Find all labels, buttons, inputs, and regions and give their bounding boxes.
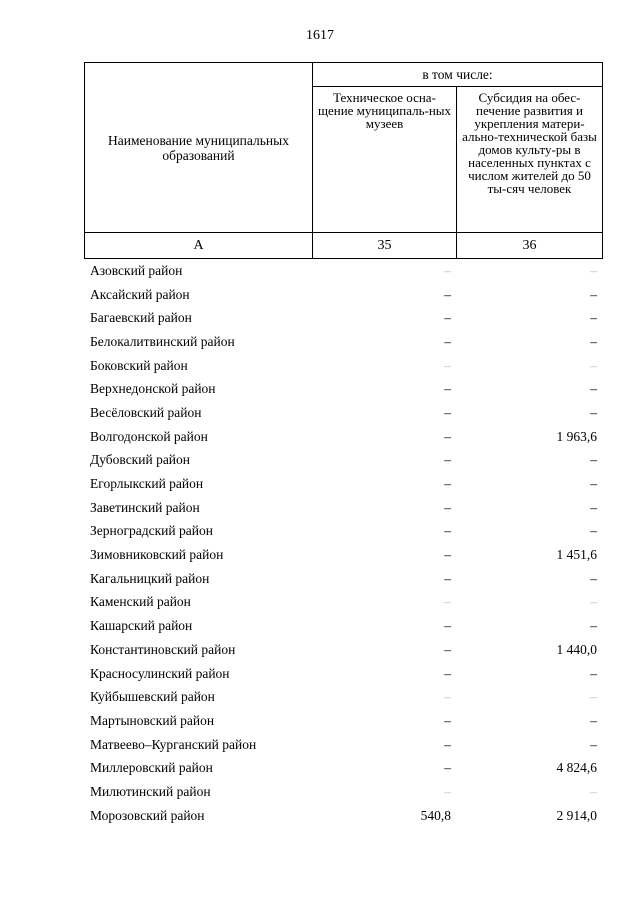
row-name: Зерноградский район bbox=[90, 523, 213, 539]
row-name: Белокалитвинский район bbox=[90, 333, 235, 349]
table-row bbox=[84, 283, 602, 307]
table-row bbox=[84, 733, 602, 757]
table-row bbox=[84, 567, 602, 591]
row-value-35: – bbox=[444, 357, 451, 373]
row-value-36: – bbox=[590, 570, 597, 586]
row-value-36: – bbox=[590, 594, 597, 610]
table-row bbox=[84, 685, 602, 709]
header-index-35: 35 bbox=[313, 233, 457, 259]
row-name: Каменский район bbox=[90, 594, 191, 610]
table-row bbox=[84, 259, 602, 283]
row-name: Боковский район bbox=[90, 357, 188, 373]
header-col-35: Техническое осна-щение муниципаль-ных музеев bbox=[313, 87, 457, 233]
row-value-35: – bbox=[444, 547, 451, 563]
row-value-36: – bbox=[590, 712, 597, 728]
table-row bbox=[84, 330, 602, 354]
row-value-35: – bbox=[444, 523, 451, 539]
row-value-36: – bbox=[590, 689, 597, 705]
row-name: Верхнедонской район bbox=[90, 381, 216, 397]
row-value-35: – bbox=[444, 499, 451, 515]
table-row bbox=[84, 496, 602, 520]
header-index-36: 36 bbox=[457, 233, 603, 259]
table-row bbox=[84, 543, 602, 567]
row-name: Зимовниковский район bbox=[90, 547, 224, 563]
row-value-36: 2 914,0 bbox=[556, 807, 597, 823]
row-value-36: – bbox=[590, 783, 597, 799]
table-row bbox=[84, 377, 602, 401]
table-row bbox=[84, 709, 602, 733]
row-name: Егорлыкский район bbox=[90, 476, 204, 492]
row-value-36: – bbox=[590, 286, 597, 302]
row-value-35: – bbox=[444, 712, 451, 728]
row-value-36: – bbox=[590, 523, 597, 539]
table-row bbox=[84, 804, 602, 828]
row-name: Милютинский район bbox=[90, 783, 211, 799]
row-name: Азовский район bbox=[90, 262, 183, 278]
row-value-35: 540,8 bbox=[420, 807, 451, 823]
row-value-35: – bbox=[444, 760, 451, 776]
data-table bbox=[84, 259, 602, 828]
row-value-36: 4 824,6 bbox=[556, 760, 597, 776]
row-name: Мартыновский район bbox=[90, 712, 215, 728]
row-value-35: – bbox=[444, 783, 451, 799]
row-value-36: – bbox=[590, 404, 597, 420]
row-value-36: – bbox=[590, 665, 597, 681]
table-row bbox=[84, 401, 602, 425]
row-value-35: – bbox=[444, 641, 451, 657]
header-index-a: А bbox=[85, 233, 313, 259]
row-name: Дубовский район bbox=[90, 452, 191, 468]
row-value-35: – bbox=[444, 428, 451, 444]
row-value-36: – bbox=[590, 452, 597, 468]
row-name: Весёловский район bbox=[90, 404, 202, 420]
table-row bbox=[84, 425, 602, 449]
row-value-36: – bbox=[590, 736, 597, 752]
row-value-36: – bbox=[590, 262, 597, 278]
row-name: Багаевский район bbox=[90, 310, 192, 326]
row-name: Константиновский район bbox=[90, 641, 236, 657]
row-name: Кашарский район bbox=[90, 618, 193, 634]
row-value-35: – bbox=[444, 665, 451, 681]
row-value-35: – bbox=[444, 570, 451, 586]
row-value-35: – bbox=[444, 381, 451, 397]
header-group-label: в том числе: bbox=[313, 63, 603, 87]
row-value-36: 1 451,6 bbox=[556, 547, 597, 563]
table-header bbox=[84, 62, 603, 259]
table-row bbox=[84, 472, 602, 496]
row-value-36: – bbox=[590, 333, 597, 349]
row-value-35: – bbox=[444, 310, 451, 326]
header-col-36: Субсидия на обес-печение развития и укрепления матери-ально-технической базы домов культу-ры в населенных пунктах с числом жителей до 50 ты-сяч человек bbox=[457, 87, 603, 233]
row-value-35: – bbox=[444, 594, 451, 610]
row-value-36: 1 440,0 bbox=[556, 641, 597, 657]
row-name: Кагальницкий район bbox=[90, 570, 210, 586]
table-row bbox=[84, 780, 602, 804]
table-row bbox=[84, 449, 602, 473]
row-name: Аксайский район bbox=[90, 286, 190, 302]
row-value-36: – bbox=[590, 476, 597, 492]
row-name: Куйбышевский район bbox=[90, 689, 215, 705]
row-name: Миллеровский район bbox=[90, 760, 213, 776]
row-value-36: – bbox=[590, 618, 597, 634]
row-value-36: – bbox=[590, 381, 597, 397]
table-row bbox=[84, 756, 602, 780]
row-value-36: – bbox=[590, 499, 597, 515]
row-name: Матвеево–Курганский район bbox=[90, 736, 257, 752]
table-row bbox=[84, 520, 602, 544]
row-value-36: – bbox=[590, 310, 597, 326]
table-row bbox=[84, 638, 602, 662]
table-row bbox=[84, 662, 602, 686]
row-value-35: – bbox=[444, 404, 451, 420]
row-value-36: 1 963,6 bbox=[556, 428, 597, 444]
row-value-35: – bbox=[444, 333, 451, 349]
row-name: Волгодонской район bbox=[90, 428, 208, 444]
row-name: Заветинский район bbox=[90, 499, 200, 515]
table-row bbox=[84, 614, 602, 638]
row-value-35: – bbox=[444, 476, 451, 492]
table-row bbox=[84, 306, 602, 330]
row-name: Красносулинский район bbox=[90, 665, 230, 681]
row-value-36: – bbox=[590, 357, 597, 373]
table-row bbox=[84, 591, 602, 615]
row-value-35: – bbox=[444, 689, 451, 705]
row-name: Морозовский район bbox=[90, 807, 205, 823]
row-value-35: – bbox=[444, 286, 451, 302]
row-value-35: – bbox=[444, 262, 451, 278]
table-row bbox=[84, 354, 602, 378]
row-value-35: – bbox=[444, 452, 451, 468]
header-name-column: Наименование муниципальных образований bbox=[85, 63, 313, 233]
row-value-35: – bbox=[444, 736, 451, 752]
page-number: 1617 bbox=[306, 28, 334, 43]
row-value-35: – bbox=[444, 618, 451, 634]
